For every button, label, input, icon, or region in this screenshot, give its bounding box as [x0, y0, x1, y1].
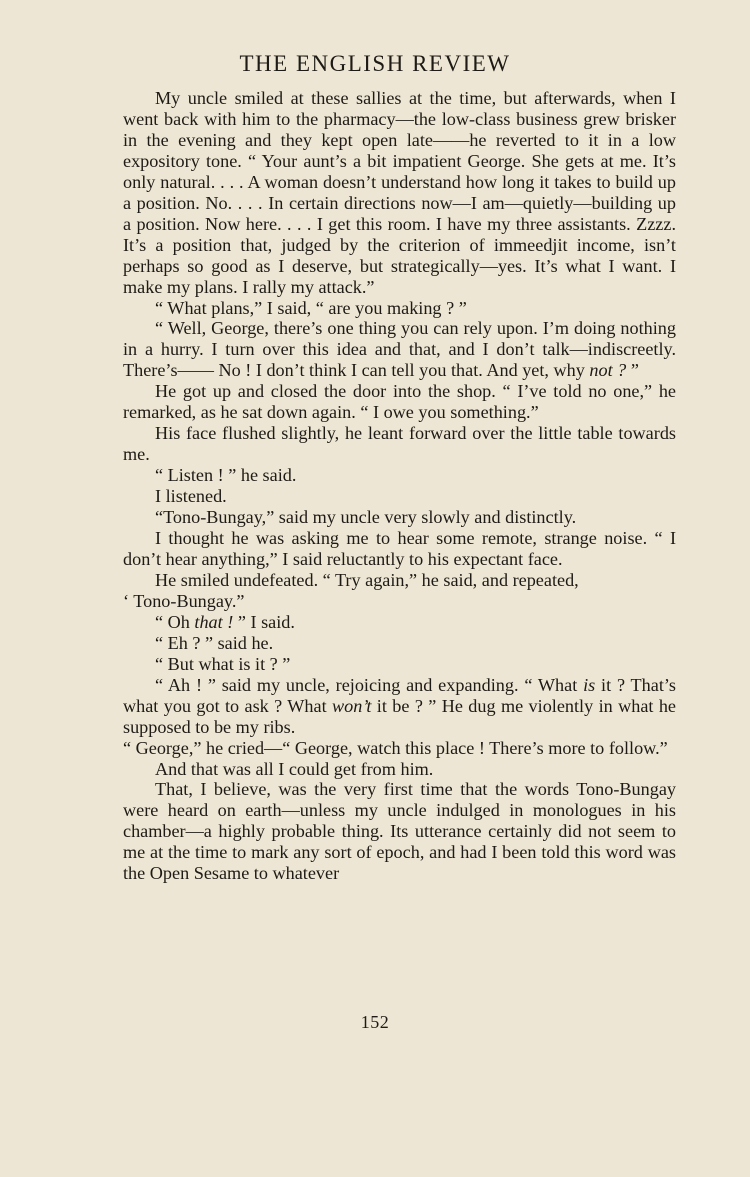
paragraph — [123, 318, 676, 381]
paragraph: He smiled undefeated. “ Try again,” he said, and repeated, — [155, 569, 579, 590]
paragraph: “Tono-Bungay,” said my uncle very slowly and distinctly. — [155, 507, 577, 528]
paragraph — [123, 612, 676, 633]
paragraph — [123, 675, 676, 738]
paragraph-text: it be ? ” He dug me violently in what he supposed to be my ribs. — [123, 695, 676, 737]
paragraph-text: “ Well, George, there’s one thing you can rely upon. I’m doing nothing in a hurry. I turn over this idea and that, and I don’t talk—indiscreetly. There’s—— No ! I don’t think I can tell you that. And yet, why — [123, 318, 676, 381]
body-text — [123, 88, 676, 884]
paragraph: My uncle smiled at these sallies at the time, but afterwards, when I went back with him to the pharmacy—the low-class business grew brisker in the evening and they kept open late——he reverted to it in a low expository tone. “ Your aunt’s a bit impatient George. She gets at me. It’s only natural. . . . A woman doesn’t understand how long it takes to build up a position. No. . . . In certain directions now—I am—quietly—building up a position. Now here. . . . I get this room. I have my three assistants. Zzzz. It’s a position that, judged by the criterion of immeedjit income, isn’t perhaps so good as I deserve, but strategically—yes. It’s what I want. I make my plans. I rally my attack.” — [123, 88, 676, 297]
paragraph: “ George,” he cried—“ George, watch this place ! There’s more to follow.” — [123, 737, 668, 758]
paragraph: He got up and closed the door into the shop. “ I’ve told no one,” he remarked, as he sat down again. “ I owe you something.” — [123, 381, 676, 423]
italic-text: not ? — [589, 360, 627, 381]
paragraph: And that was all I could get from him. — [155, 758, 434, 779]
paragraph-text: “ Ah ! ” said my uncle, rejoicing and expanding. “ What — [155, 674, 584, 695]
paragraph: I thought he was asking me to hear some remote, strange noise. “ I don’t hear anything,” I said reluctantly to his expectant face. — [123, 528, 676, 569]
paragraph-text: “ Oh — [155, 611, 195, 632]
page-number: 152 — [360, 1012, 390, 1032]
paragraph: “ Eh ? ” said he. — [155, 632, 274, 653]
paragraph-text: ” I said. — [233, 611, 295, 632]
italic-text: won’t — [332, 695, 372, 716]
paragraph: “ Listen ! ” he said. — [155, 465, 297, 486]
paragraph: I listened. — [155, 486, 227, 507]
paragraph: “ What plans,” I said, “ are you making ? ” — [155, 297, 467, 318]
paragraph-text: it ? That’s what you got to ask ? What — [123, 674, 677, 716]
paragraph: ‘ Tono-Bungay.” — [123, 590, 245, 611]
italic-text: that ! — [194, 611, 234, 632]
paragraph-text: ” — [626, 360, 639, 381]
italic-text: is — [583, 674, 596, 695]
paragraph: His face flushed slightly, he leant forward over the little table towards me. — [123, 423, 676, 465]
running-title: THE ENGLISH REVIEW — [239, 51, 511, 76]
paragraph: “ But what is it ? ” — [155, 653, 291, 674]
paragraph: That, I believe, was the very first time that the words Tono-Bungay were heard on earth—unless my uncle indulged in monologues in his chamber—a highly probable thing. Its utterance certainly did not seem to me at the time to mark any sort of epoch, and had I been told this word was the Open Sesame to whatever — [123, 779, 676, 884]
